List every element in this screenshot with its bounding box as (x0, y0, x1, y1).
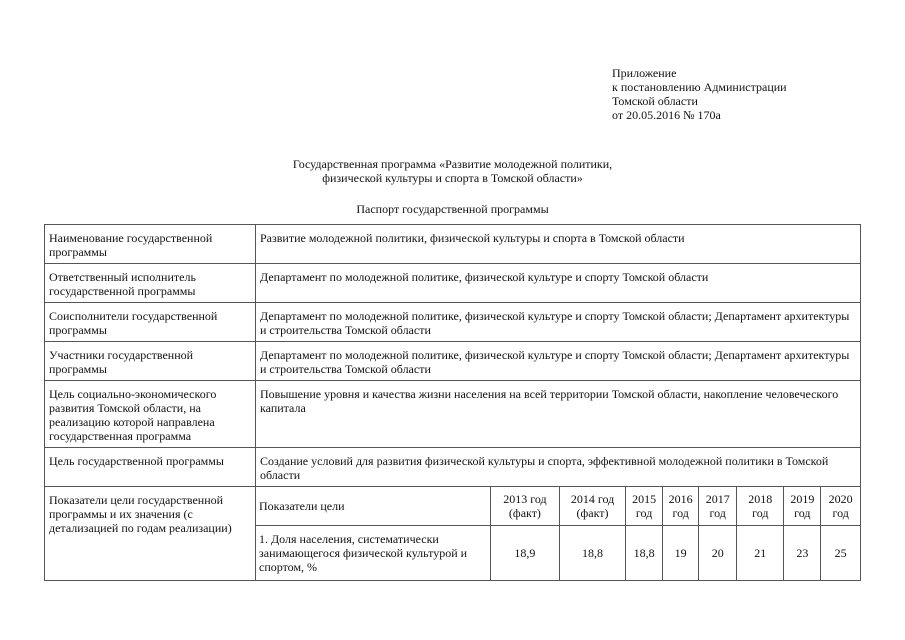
indicator-name: 1. Доля населения, систематически занимающегося физической культурой и спортом, % (256, 526, 490, 581)
passport-table (44, 224, 861, 581)
table-row (45, 303, 861, 342)
year-header: 2020 год (821, 487, 860, 526)
appendix-line: к постановлению Администрации (612, 80, 787, 94)
row-value: Департамент по молодежной политике, физической культуре и спорту Томской области (256, 264, 861, 303)
indicators-table (256, 487, 860, 580)
appendix-line: Томской области (612, 94, 698, 108)
year-header: 2015 год (626, 487, 663, 526)
row-label: Участники государственной программы (45, 342, 256, 381)
indicator-value: 20 (699, 526, 737, 581)
row-value: Департамент по молодежной политике, физической культуре и спорту Томской области; Департамент архитектуры и строительства Томской области (256, 303, 861, 342)
table-row (45, 225, 861, 264)
row-label: Ответственный исполнитель государственной программы (45, 264, 256, 303)
appendix-line: Приложение (612, 66, 677, 80)
year-header: 2018 год (737, 487, 784, 526)
table-row (45, 381, 861, 448)
year-header: 2017 год (699, 487, 737, 526)
appendix-block (612, 66, 872, 122)
year-header: 2019 год (784, 487, 821, 526)
passport-title: Паспорт государственной программы (356, 202, 549, 216)
indicator-value: 19 (663, 526, 699, 581)
indicator-value: 21 (737, 526, 784, 581)
row-label: Цель государственной программы (45, 448, 256, 487)
row-label: Показатели цели государственной программы и их значения (с детализацией по годам реализации) (45, 487, 256, 581)
program-title-line: Государственная программа «Развитие молодежной политики, (292, 157, 613, 171)
row-value: Создание условий для развития физической культуры и спорта, эффективной молодежной политики в Томской области (256, 448, 861, 487)
indicator-value: 23 (784, 526, 821, 581)
row-label: Цель социально-экономического развития Томской области, на реализацию которой направлена государственная программа (45, 381, 256, 448)
indicator-value: 18,8 (626, 526, 663, 581)
year-header: 2014 год (факт) (559, 487, 625, 526)
indicator-value: 18,9 (490, 526, 559, 581)
row-value: Повышение уровня и качества жизни населения на всей территории Томской области, накопление человеческого капитала (256, 381, 861, 448)
table-row (45, 264, 861, 303)
year-header: 2016 год (663, 487, 699, 526)
indicator-value: 18,8 (559, 526, 625, 581)
table-row (45, 448, 861, 487)
table-row (45, 487, 861, 581)
indicators-header-label: Показатели цели (256, 487, 490, 526)
row-value: Департамент по молодежной политике, физической культуре и спорту Томской области; Департамент архитектуры и строительства Томской области (256, 342, 861, 381)
program-title-line: физической культуры и спорта в Томской области» (322, 171, 583, 185)
indicators-header-row (256, 487, 860, 526)
row-value: Развитие молодежной политики, физической культуры и спорта в Томской области (256, 225, 861, 264)
row-label: Соисполнители государственной программы (45, 303, 256, 342)
row-label: Наименование государственной программы (45, 225, 256, 264)
indicator-value: 25 (821, 526, 860, 581)
indicator-row (256, 526, 860, 581)
program-title (0, 157, 905, 185)
year-header: 2013 год (факт) (490, 487, 559, 526)
table-row (45, 342, 861, 381)
indicators-cell (256, 487, 861, 581)
appendix-line: от 20.05.2016 № 170а (612, 108, 721, 122)
